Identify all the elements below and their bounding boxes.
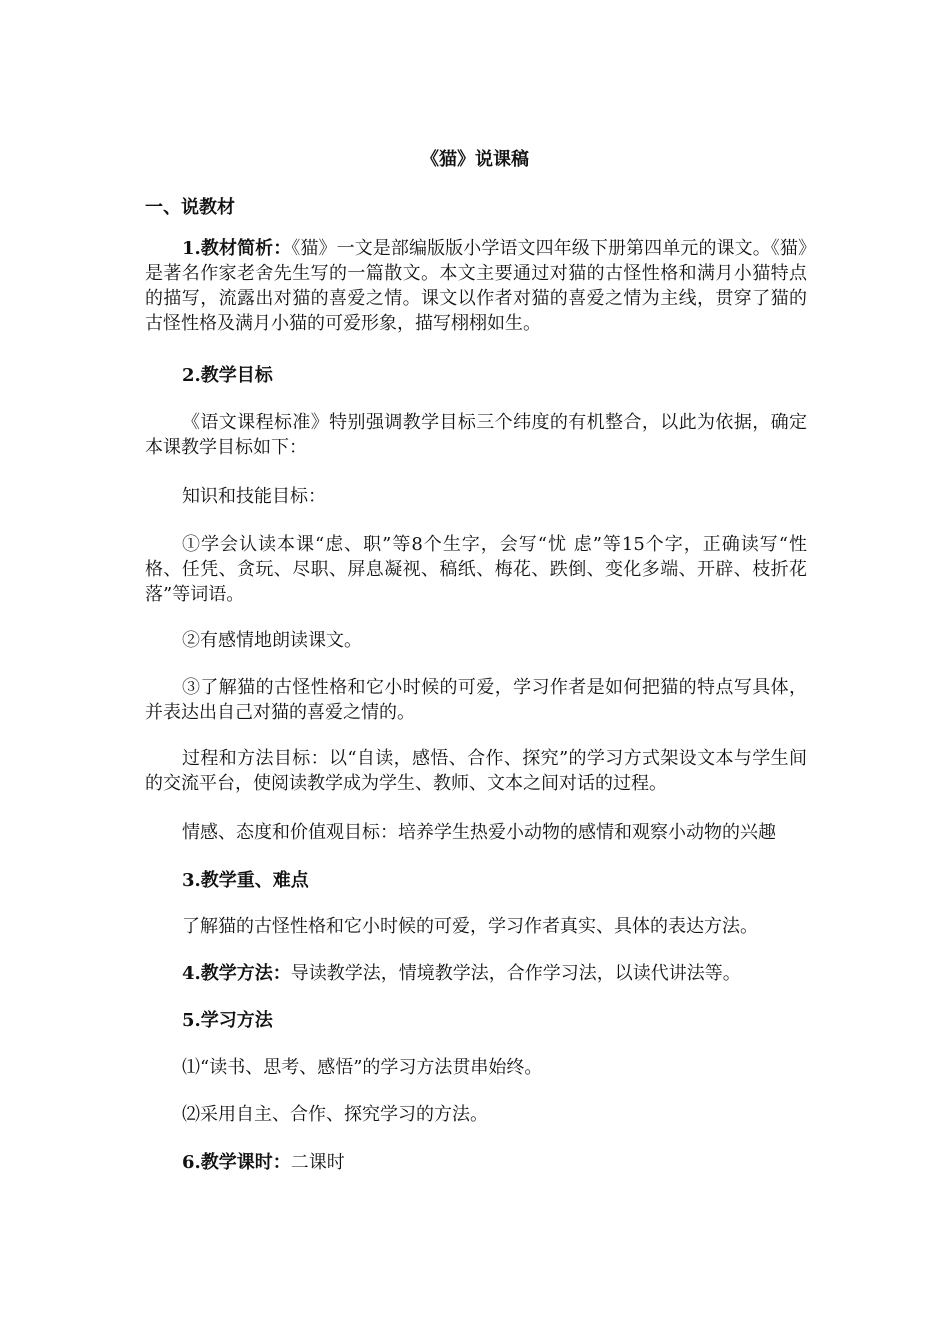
subheading-key-points: 3.教学重、难点: [182, 870, 309, 891]
paragraph-process-goals: 过程和方法目标：以“自读，感悟、合作、探究”的学习方式架设文本与学生间的交流平台，使阅读教学成为学生、教师、文本之间对话的过程。: [145, 748, 807, 794]
paragraph-goal-1: ①学会认读本课“虑、职”等8个生字，会写“忧 虑”等15个字，正确读写“性格、任凭、贪玩、尽职、屏息凝视、稿纸、梅花、跌倒、变化多端、开辟、枝折花落”等词语。: [145, 534, 807, 605]
paragraph-text: 二课时: [290, 1152, 345, 1173]
paragraph-text: 《猫》一文是部编版版小学语文四年级下册第四单元的课文。《猫》是著名作家老舍先生写的一篇散文。本文主要通过对猫的古怪性格和满月小猫特点的描写，流露出对猫的喜爱之情。课文以作者对猫的喜爱之情为主线，贯穿了猫的古怪性格及满月小猫的可爱形象，描写栩栩如生。: [145, 238, 807, 334]
subheading-teaching-goals: 2.教学目标: [182, 365, 273, 386]
paragraph-key-points: 了解猫的古怪性格和它小时候的可爱，学习作者真实、具体的表达方法。: [182, 916, 758, 937]
section-heading: 一、说教材: [145, 197, 235, 218]
paragraph-lead: 4.教学方法：: [182, 963, 291, 984]
paragraph-lead: 1.教材简析：: [182, 238, 292, 259]
paragraph-class-hours: [145, 1150, 807, 1175]
paragraph-textbook-analysis: [145, 236, 807, 336]
paragraph-knowledge-goals: 知识和技能目标：: [182, 486, 326, 507]
paragraph-goal-3: ③了解猫的古怪性格和它小时候的可爱，学习作者是如何把猫的特点写具体，并表达出自己对猫的喜爱之情的。: [145, 677, 807, 723]
paragraph-standards: 《语文课程标准》特别强调教学目标三个纬度的有机整合，以此为依据，确定本课教学目标如下：: [145, 412, 807, 458]
paragraph-lead: 6.教学课时：: [182, 1152, 291, 1173]
paragraph-teaching-methods: [145, 961, 807, 986]
paragraph-text: 导读教学法，情境教学法，合作学习法，以读代讲法等。: [290, 963, 741, 984]
document-title: 《猫》说课稿: [421, 149, 529, 170]
paragraph-emotion-goals: 情感、态度和价值观目标：培养学生热爱小动物的感情和观察小动物的兴趣: [182, 822, 776, 843]
paragraph-learning-method-2: ⑵采用自主、合作、探究学习的方法。: [182, 1104, 488, 1125]
paragraph-goal-2: ②有感情地朗读课文。: [182, 630, 362, 651]
subheading-learning-methods: 5.学习方法: [182, 1010, 273, 1031]
paragraph-learning-method-1: ⑴“读书、思考、感悟”的学习方法贯串始终。: [182, 1057, 543, 1078]
